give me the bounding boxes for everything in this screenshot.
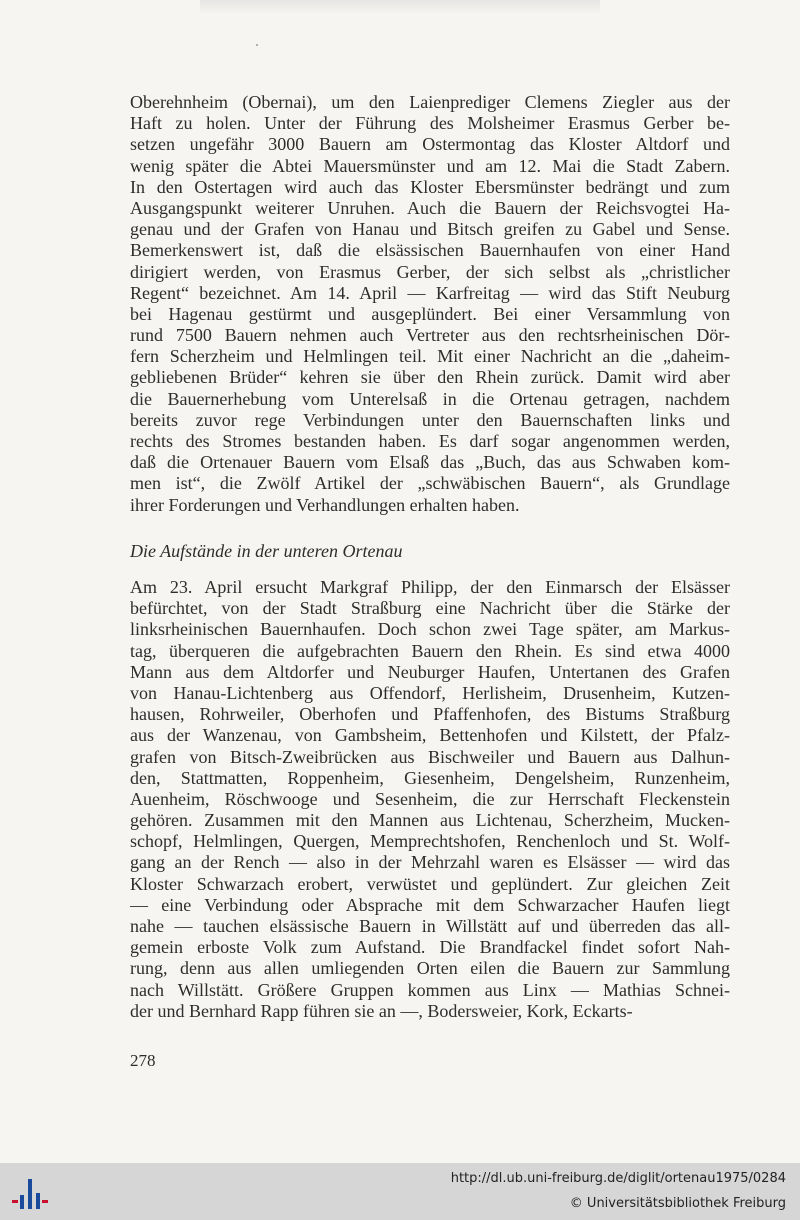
text-line: — eine Verbindung oder Absprache mit dem Schwarzacher Haufen liegt: [130, 894, 730, 915]
viewer-footer: [0, 1163, 800, 1220]
text-line: gemein erboste Volk zum Aufstand. Die Brandfackel findet sofort Nah-: [130, 937, 730, 958]
text-line: bereits zuvor rege Verbindungen unter den Bauernschaften links und: [130, 409, 730, 430]
text-line: Auenheim, Röschwooge und Sesenheim, die zur Herrschaft Fleckenstein: [130, 788, 730, 809]
text-line: fern Scherzheim und Helmlingen teil. Mit einer Nachricht an die „daheim-: [130, 346, 730, 367]
text-line: nahe — tauchen elsässische Bauern in Willstätt auf und überreden das all-: [130, 916, 730, 936]
text-line: hausen, Rohrweiler, Oberhofen und Pfaffenhofen, des Bistums Straßburg: [130, 704, 730, 725]
text-line: Kloster Schwarzach erobert, verwüstet und geplündert. Zur gleichen Zeit: [130, 873, 730, 894]
page-number: 278: [130, 1051, 156, 1070]
text-line: men ist“, die Zwölf Artikel der „schwäbischen Bauern“, als Grundlage: [130, 473, 730, 494]
text-line: daß die Ortenauer Bauern vom Elsaß das „Buch, das aus Schwaben kom-: [130, 452, 730, 473]
bleed-through-header: [200, 0, 600, 14]
text-line: In den Ostertagen wird auch das Kloster Ebersmünster bedrängt und zum: [130, 176, 730, 197]
text-line: gang an der Rench — also in der Mehrzahl waren es Elsässer — wird das: [130, 852, 730, 873]
text-line: genau und der Grafen von Hanau und Bitsch greifen zu Gabel und Sense.: [130, 219, 730, 240]
section-heading: Die Aufstände in der unteren Ortenau: [130, 541, 403, 561]
text-line: grafen von Bitsch-Zweibrücken aus Bischweiler und Bauern aus Dalhun-: [130, 746, 730, 767]
copyright-notice: © Universitätsbibliothek Freiburg: [569, 1196, 786, 1211]
text-line: die Bauernerhebung vom Unterelsaß in die Ortenau getragen, nachdem: [130, 388, 730, 409]
ub-freiburg-logo-icon[interactable]: [10, 1173, 50, 1213]
text-line: befürchtet, von der Stadt Straßburg eine Nachricht über die Stärke der: [130, 598, 730, 619]
text-line: gehören. Zusammen mit den Mannen aus Lichtenau, Scherzheim, Mucken-: [130, 810, 730, 831]
paragraph-2: [130, 577, 730, 1022]
text-line: den, Stattmatten, Roppenheim, Giesenheim, Dengelsheim, Runzenheim,: [130, 767, 730, 788]
text-line: Bemerkenswert ist, daß die elsässischen Bauernhaufen von einer Hand: [130, 240, 730, 261]
text-line: rechts des Stromes bestanden haben. Es darf sogar angenommen werden,: [130, 431, 730, 451]
text-line: schopf, Helmlingen, Quergen, Memprechtshofen, Renchenloch und St. Wolf-: [130, 831, 730, 852]
text-line: wenig später die Abtei Mauersmünster und am 12. Mai die Stadt Zabern.: [130, 155, 730, 176]
text-line: Regent“ bezeichnet. Am 14. April — Karfreitag — wird das Stift Neuburg: [130, 282, 730, 303]
paragraph-1: [130, 92, 730, 516]
text-line: rung, denn aus allen umliegenden Orten eilen die Bauern zur Sammlung: [130, 958, 730, 979]
text-line: Mann aus dem Altdorfer und Neuburger Haufen, Untertanen des Grafen: [130, 661, 730, 682]
text-line: setzen ungefähr 3000 Bauern am Ostermontag das Kloster Altdorf und: [130, 134, 730, 155]
text-line: tag, überqueren die aufgebrachten Bauern den Rhein. Es sind etwa 4000: [130, 640, 730, 661]
text-line: dirigiert werden, von Erasmus Gerber, der sich selbst als „christlicher: [130, 261, 730, 282]
text-line: rund 7500 Bauern nehmen auch Vertreter aus den rechtsrheinischen Dör-: [130, 325, 730, 346]
text-line: Haft zu holen. Unter der Führung des Molsheimer Erasmus Gerber be-: [130, 113, 730, 134]
text-line: gebliebenen Brüder“ kehren sie über den Rhein zurück. Damit wird aber: [130, 367, 730, 388]
text-line: Am 23. April ersucht Markgraf Philipp, der den Einmarsch der Elsässer: [130, 577, 730, 597]
text-line: ihrer Forderungen und Verhandlungen erhalten haben.: [130, 494, 520, 515]
text-line: der und Bernhard Rapp führen sie an —, Bodersweier, Kork, Eckarts-: [130, 1000, 633, 1021]
text-line: nach Willstätt. Größere Gruppen kommen aus Linx — Mathias Schnei-: [130, 979, 730, 1000]
text-line: aus der Wanzenau, von Gambsheim, Bettenhofen und Kilstett, der Pfalz-: [130, 725, 730, 746]
scan-speck: [256, 44, 258, 46]
text-line: von Hanau-Lichtenberg aus Offendorf, Herlisheim, Drusenheim, Kutzen-: [130, 682, 730, 703]
text-line: linksrheinischen Bauernhaufen. Doch schon zwei Tage später, am Markus-: [130, 619, 730, 640]
text-line: Ausgangspunkt weiterer Unruhen. Auch die Bauern der Reichsvogtei Ha-: [130, 197, 730, 218]
text-line: bei Hagenau gestürmt und ausgeplündert. Bei einer Versammlung von: [130, 303, 730, 324]
text-line: Oberehnheim (Obernai), um den Laienprediger Clemens Ziegler aus der: [130, 92, 730, 112]
source-url-link[interactable]: http://dl.ub.uni-freiburg.de/diglit/ortenau1975/0284: [450, 1171, 786, 1186]
